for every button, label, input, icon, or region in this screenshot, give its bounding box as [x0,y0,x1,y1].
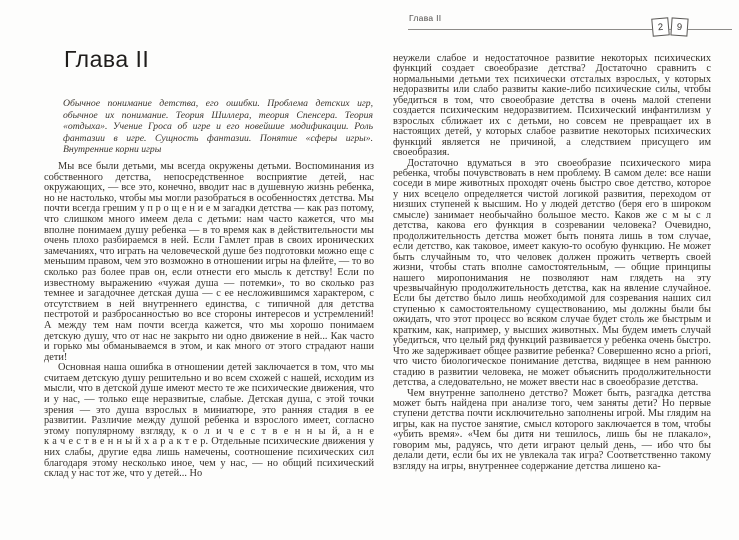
body-paragraph: Основная наша ошибка в отношении детей заключается в том, что мы считаем детскую душу решительно и во всем схожей с нашей, исходим из мысли, что в детской душе имеют место те же психические движения, что и у нас, — только еще неразвитые, слабые. Детская душа, с этой точки зрения — это душа взрослых в миниатюре, это ранняя стадия в ее развитии. Различие между душой ребенка и взрослого имеет, согласно этому популярному взгляду, к о л и ч е с т в е н н ы й, а н е к а ч е с т в е н н ы й х а р а к т е р. Отдельные психические движения у них слабы, другие едва лишь намечены, соотношение психических сил благодаря этому несколько иное, чем у нас, — но общий психический склад у нас тот же, что у детей... Но [44,362,374,480]
chapter-epigraph: Обычное понимание детства, его ошибки. Проблема детских игр, обычное их понимание. Теория Шиллера, теория Спенсера. Теория «отдыха». Учение Гроса об игре и его новейшие модификации. Роль фантазии в игре. Сущность фантазии. Понятие «сферы игры». Внутренние корни игры [63,98,373,156]
body-paragraph: Мы все были детьми, мы всегда окружены детьми. Воспоминания из собственного детства, непосредственное восприятие детей, нас окружающих, — все это, конечно, вводит нас в душевную жизнь ребенка, но не настолько, чтобы мы могли разобраться в особенностях детства. Мы почти всегда грешим у п р о щ е н и е м загадки детства — как раз потому, что слишком много имеем дела с детьми: нам часто кажется, что мы вполне понимаем душу ребенка — в то время как в действительности мы очень плохо разбираемся в ней. Если Гамлет прав в своих иронических замечаниях, что играть на человеческой душе без подготовки можно еще с меньшим правом, чем это возможно в отношении игры на флейте, — то во сколько раз более прав он, если отнести его мысль к детству! Если по известному выражению «чужая душа — потемки», то во сколько раз темнее и загадочнее детская душа — с ее несложившимся характером, с отсутствием в ней внутреннего единства, с типичной для детства пестротой и разбросанностью во все стороны интересов и устремлений! А между тем нам почти всегда кажется, что мы хорошо понимаем детскую душу, что от нас не закрыто ни одно движение в ней... Как часто и горько мы обманываемся в этом, и как много от этого страдают наши дети! [44,161,374,363]
page-number-box: 2 [651,17,670,36]
chapter-title: Глава II [64,46,150,72]
page-number [652,18,688,36]
right-page-text [393,54,711,472]
body-paragraph: Достаточно вдуматься в это своеобразие психического мира ребенка, чтобы почувствовать в нем проблему. В самом деле: все наши соседи в мире животных проходят очень быстро свое детство, которое у них всецело определяется чистой логикой развития, переходом от низших ступеней к высшим. Но у людей детство (беря его в широком смысле) занимает необычайно большое место. Каков же с м ы с л детства, какова его функция в созревании человека? Очевидно, продолжительность детства может быть понята лишь в том случае, если детство, как таковое, имеет какую-то особую функцию. Не может быть случайным то, что человек должен прожить четверть своей жизни, чтобы стать вполне самостоятельным, — общие принципы нашего миропонимания не позволяют нам глядеть на эту чрезвычайную продолжительность детства, как на явление случайное. Если бы детство было лишь необходимой для созревания наших сил ступенью к самостоятельному существованию, мы должны были бы ожидать, что этот процесс во всяком случае будет столь же быстрым и кратким, как, например, у высших животных. Мы будем иметь случай убедиться, что целый ряд функций развивается у ребенка очень быстро. Что же задерживает общее развитие ребенка? Совершенно ясно a priori, что чисто биологическое понимание детства, видящее в нем раннюю стадию в развитии человека, не может объяснить продолжительности детства, а следовательно, не может ввести нас в своеобразие детства. [393,157,711,389]
page-number-box: 9 [670,17,688,36]
body-paragraph: неужели слабое и недостаточное развитие некоторых психических функций создает своеобразие детства? Достаточно сравнить с нормальными детьми тех психически отсталых взрослых, у которых недоразвиты или слабо развиты какие-либо психические силы, чтобы убедиться в том, что своеобразие детства в очень малой степени создается психическим недоразвитием. Психический инфантилизм у взрослых сближает их с детьми, но совсем не превращает их в настоящих детей, у которых слабое развитие некоторых психических функций является не причиной, а следствием присущего им своеобразия. [393,53,711,159]
left-page-text [44,162,374,480]
body-paragraph: Чем внутренне заполнено детство? Может быть, разгадка детства может быть найдена при анализе того, чем заняты дети? Но первые ступени детства почти исключительно заполнены игрой. Мы глядим на игры, как на пустое занятие, смысл которого заключается в том, чтобы «убить время». «Чем бы дитя ни тешилось, лишь бы не плакало», говорим мы, радуясь, что дети играют целый день, — ибо что бы делали дети, если бы их не увлекала так игра? Соответственно такому взгляду на игры, внутреннее содержание детства лишено ка- [393,387,711,472]
running-head-title: Глава II [409,13,442,23]
